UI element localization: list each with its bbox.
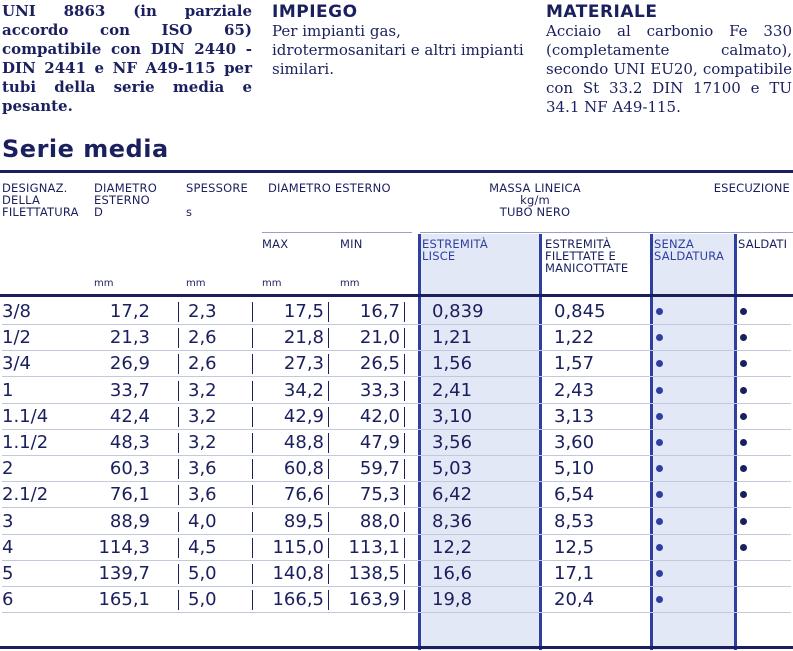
- saldati-dot: [740, 387, 747, 394]
- header-spessore-label: SPESSORE: [186, 181, 249, 195]
- column-separator: [328, 538, 329, 558]
- unit-d: mm: [94, 278, 114, 289]
- cell-max: 34,2: [283, 379, 324, 401]
- materiale-text: Acciaio al carbonio Fe 330 (completamente calmato), secondo UNI EU20, compatibile con St 33.2 DIN 17100 e TU 34.1 NF A49-115.: [546, 22, 792, 116]
- cell-spessore: 2,3: [188, 301, 217, 322]
- cell-diametro: 48,3: [109, 432, 150, 453]
- cell-lisce: 1,56: [432, 353, 473, 375]
- cell-filettate: 8,53: [554, 510, 595, 532]
- cell-max: 27,3: [283, 353, 324, 375]
- cell-diametro: 26,9: [109, 353, 150, 375]
- cell-designazione: 4: [2, 536, 14, 558]
- table-row: [0, 430, 793, 456]
- column-separator: [404, 538, 405, 558]
- cell-max: 89,5: [283, 510, 324, 532]
- cell-max: 21,8: [283, 327, 324, 349]
- cell-min: 88,0: [359, 510, 400, 532]
- cell-designazione: 2.1/2: [2, 484, 49, 506]
- column-separator: [252, 433, 253, 453]
- cell-min: 75,3: [359, 484, 400, 506]
- cell-spessore: 2,6: [188, 327, 217, 349]
- column-separator: [404, 485, 405, 505]
- header-diametro-symbol: D: [94, 205, 104, 219]
- column-separator: [328, 564, 329, 584]
- senza-saldatura-dot: [656, 360, 663, 367]
- column-separator: [178, 564, 179, 584]
- column-separator: [328, 381, 329, 401]
- cell-lisce: 8,36: [432, 510, 473, 532]
- column-separator: [178, 459, 179, 479]
- column-separator: [404, 512, 405, 532]
- senza-saldatura-dot: [656, 439, 663, 446]
- cell-filettate: 2,43: [554, 379, 595, 401]
- column-separator: [252, 564, 253, 584]
- column-separator: [178, 433, 179, 453]
- column-separator: [252, 590, 253, 610]
- cell-min: 113,1: [348, 536, 400, 558]
- column-separator: [178, 354, 179, 374]
- column-separator: [178, 485, 179, 505]
- header-saldati: SALDATI: [738, 237, 788, 251]
- saldati-dot: [740, 518, 747, 525]
- cell-spessore: 5,0: [188, 589, 217, 611]
- header-massa-unit: kg/m: [520, 193, 550, 207]
- column-separator: [178, 407, 179, 427]
- column-separator: [404, 302, 405, 322]
- cell-designazione: 1.1/2: [2, 432, 49, 453]
- cell-diametro: 60,3: [109, 458, 150, 480]
- header-estremita-lisce: ESTREMITÀ LISCE: [422, 237, 488, 263]
- cell-lisce: 3,10: [432, 405, 473, 427]
- cell-lisce: 12,2: [432, 536, 473, 558]
- cell-spessore: 5,0: [188, 563, 217, 584]
- cell-min: 33,3: [359, 379, 400, 401]
- materiale-title: MATERIALE: [546, 2, 658, 22]
- table-row: [0, 561, 793, 587]
- unit-max: mm: [262, 278, 282, 289]
- column-separator: [404, 433, 405, 453]
- cell-designazione: 1/2: [2, 327, 31, 349]
- table-bottom-rule: [0, 646, 793, 649]
- table-row: [0, 299, 793, 325]
- cell-spessore: 3,6: [188, 484, 217, 506]
- impiego-text: Per impianti gas, idrotermosanitari e altri impianti similari.: [272, 22, 524, 78]
- column-separator: [178, 512, 179, 532]
- cell-lisce: 5,03: [432, 458, 473, 480]
- header-estremita-filettate: ESTREMITÀ FILETTATE E MANICOTTATE: [545, 237, 629, 275]
- saldati-dot: [740, 439, 747, 446]
- column-separator: [328, 354, 329, 374]
- column-separator: [328, 302, 329, 322]
- cell-filettate: 20,4: [554, 589, 595, 611]
- column-separator: [252, 407, 253, 427]
- column-separator: [252, 512, 253, 532]
- table-row: [0, 325, 793, 351]
- cell-filettate: 17,1: [554, 563, 595, 584]
- column-separator: [404, 590, 405, 610]
- cell-designazione: 3/4: [2, 353, 31, 375]
- saldati-dot: [740, 334, 747, 341]
- saldati-dot: [740, 491, 747, 498]
- header-divider-right: [420, 232, 793, 233]
- senza-saldatura-dot: [656, 544, 663, 551]
- unit-s: mm: [186, 278, 206, 289]
- unit-min: mm: [340, 278, 360, 289]
- column-separator: [252, 538, 253, 558]
- cell-diametro: 42,4: [109, 405, 150, 427]
- senza-saldatura-dot: [656, 596, 663, 603]
- cell-lisce: 6,42: [432, 484, 473, 506]
- senza-saldatura-dot: [656, 491, 663, 498]
- header-senza-saldatura: SENZA SALDATURA: [654, 237, 725, 263]
- cell-designazione: 1.1/4: [2, 405, 49, 427]
- table-header-rule: [0, 294, 793, 297]
- cell-filettate: 12,5: [554, 536, 595, 558]
- table-row: [0, 456, 793, 482]
- cell-designazione: 1: [2, 379, 14, 401]
- header-diametro-esterno-label: DIAMETRO ESTERNO: [94, 181, 157, 207]
- column-separator: [328, 459, 329, 479]
- senza-saldatura-dot: [656, 334, 663, 341]
- column-separator: [252, 485, 253, 505]
- cell-diametro: 139,7: [98, 563, 150, 584]
- saldati-dot: [740, 465, 747, 472]
- cell-lisce: 1,21: [432, 327, 473, 349]
- table-row: [0, 587, 793, 613]
- cell-min: 42,0: [359, 405, 400, 427]
- cell-min: 21,0: [359, 327, 400, 349]
- cell-max: 76,6: [283, 484, 324, 506]
- table-row: [0, 482, 793, 508]
- intro-section: [0, 0, 793, 135]
- header-massa-label: MASSA LINEICA: [489, 181, 581, 195]
- cell-min: 138,5: [348, 563, 400, 584]
- table-row: [0, 378, 793, 404]
- cell-diametro: 165,1: [98, 589, 150, 611]
- column-separator: [404, 564, 405, 584]
- column-separator: [328, 485, 329, 505]
- pipe-spec-table: [0, 170, 793, 651]
- cell-designazione: 3/8: [2, 301, 31, 322]
- cell-designazione: 3: [2, 510, 14, 532]
- cell-max: 48,8: [283, 432, 324, 453]
- cell-filettate: 1,57: [554, 353, 595, 375]
- saldati-dot: [740, 360, 747, 367]
- standard-text: UNI 8863 (in parziale accordo con ISO 65) compatibile con DIN 2440 - DIN 2441 e NF A49-115 per tubi della serie media e pesante.: [2, 2, 252, 115]
- saldati-dot: [740, 308, 747, 315]
- table-row: [0, 509, 793, 535]
- column-separator: [178, 538, 179, 558]
- saldati-dot: [740, 413, 747, 420]
- table-row: [0, 404, 793, 430]
- cell-diametro: 17,2: [109, 301, 150, 322]
- cell-lisce: 2,41: [432, 379, 473, 401]
- cell-filettate: 3,13: [554, 405, 595, 427]
- header-min: MIN: [340, 237, 363, 251]
- section-title: Serie media: [2, 135, 169, 163]
- cell-filettate: 6,54: [554, 484, 595, 506]
- header-esecuzione: ESECUZIONE: [713, 181, 790, 195]
- senza-saldatura-dot: [656, 413, 663, 420]
- cell-designazione: 6: [2, 589, 14, 611]
- column-separator: [404, 328, 405, 348]
- cell-min: 163,9: [348, 589, 400, 611]
- cell-min: 16,7: [359, 301, 400, 322]
- table-row: [0, 351, 793, 377]
- cell-lisce: 0,839: [432, 301, 484, 322]
- cell-lisce: 19,8: [432, 589, 473, 611]
- cell-diametro: 76,1: [109, 484, 150, 506]
- column-separator: [404, 407, 405, 427]
- senza-saldatura-dot: [656, 308, 663, 315]
- cell-max: 60,8: [283, 458, 324, 480]
- senza-saldatura-dot: [656, 570, 663, 577]
- senza-saldatura-dot: [656, 387, 663, 394]
- column-separator: [178, 328, 179, 348]
- senza-saldatura-dot: [656, 465, 663, 472]
- column-separator: [178, 590, 179, 610]
- column-separator: [252, 381, 253, 401]
- cell-lisce: 16,6: [432, 563, 473, 584]
- row-divider: [2, 612, 791, 613]
- cell-max: 166,5: [272, 589, 324, 611]
- materiale-block: [546, 2, 792, 117]
- senza-saldatura-dot: [656, 518, 663, 525]
- cell-lisce: 3,56: [432, 432, 473, 453]
- header-diametro-esterno: [94, 182, 176, 218]
- cell-max: 17,5: [283, 301, 324, 322]
- cell-min: 47,9: [359, 432, 400, 453]
- cell-min: 59,7: [359, 458, 400, 480]
- cell-min: 26,5: [359, 353, 400, 375]
- header-max: MAX: [262, 237, 289, 251]
- impiego-title: IMPIEGO: [272, 2, 358, 22]
- column-separator: [328, 512, 329, 532]
- header-massa-sub: TUBO NERO: [499, 205, 571, 219]
- column-separator: [252, 302, 253, 322]
- table-top-rule: [0, 170, 793, 173]
- header-spessore-symbol: s: [186, 205, 193, 219]
- impiego-block: [272, 2, 532, 79]
- cell-designazione: 5: [2, 563, 14, 584]
- saldati-dot: [740, 544, 747, 551]
- column-separator: [404, 354, 405, 374]
- header-designaz: DESIGNAZ. DELLA FILETTATURA: [2, 181, 79, 219]
- cell-spessore: 4,0: [188, 510, 217, 532]
- column-separator: [328, 433, 329, 453]
- column-separator: [252, 459, 253, 479]
- cell-designazione: 2: [2, 458, 14, 480]
- cell-diametro: 33,7: [109, 379, 150, 401]
- cell-spessore: 2,6: [188, 353, 217, 375]
- cell-filettate: 5,10: [554, 458, 595, 480]
- column-separator: [252, 328, 253, 348]
- cell-diametro: 114,3: [98, 536, 150, 558]
- header-massa: [420, 182, 650, 218]
- cell-spessore: 3,2: [188, 379, 217, 401]
- cell-max: 42,9: [283, 405, 324, 427]
- cell-max: 115,0: [272, 536, 324, 558]
- column-separator: [178, 381, 179, 401]
- cell-spessore: 3,6: [188, 458, 217, 480]
- cell-filettate: 3,60: [554, 432, 595, 453]
- cell-spessore: 3,2: [188, 432, 217, 453]
- column-separator: [404, 381, 405, 401]
- column-separator: [178, 302, 179, 322]
- column-separator: [328, 407, 329, 427]
- header-diametro-esterno-range: DIAMETRO ESTERNO: [268, 181, 391, 195]
- cell-filettate: 0,845: [554, 301, 606, 322]
- cell-spessore: 3,2: [188, 405, 217, 427]
- column-separator: [404, 459, 405, 479]
- header-divider-left: [262, 232, 412, 233]
- cell-filettate: 1,22: [554, 327, 595, 349]
- column-separator: [252, 354, 253, 374]
- column-separator: [328, 328, 329, 348]
- cell-diametro: 88,9: [109, 510, 150, 532]
- cell-diametro: 21,3: [109, 327, 150, 349]
- header-spessore: [186, 182, 256, 218]
- cell-max: 140,8: [272, 563, 324, 584]
- table-row: [0, 535, 793, 561]
- cell-spessore: 4,5: [188, 536, 217, 558]
- column-separator: [328, 590, 329, 610]
